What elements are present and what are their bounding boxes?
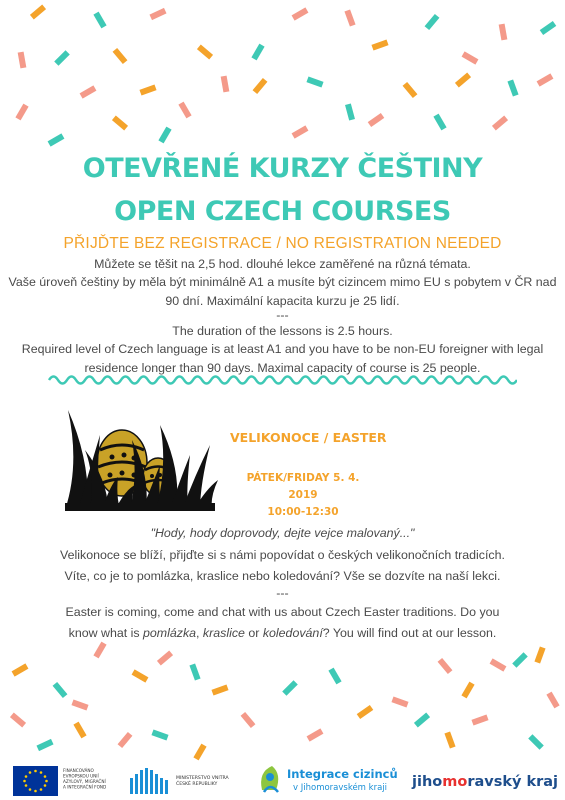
confetti-piece: [10, 713, 26, 728]
eu-fund-line: EVROPSKOU UNIÍ: [63, 773, 99, 779]
eu-fund-line: A INTEGRAČNÍ FOND: [63, 784, 107, 790]
eu-fund-text: [63, 768, 106, 790]
confetti-piece: [178, 102, 191, 119]
confetti-piece: [425, 14, 440, 30]
confetti-piece: [328, 668, 341, 685]
eu-fund-line: FINANCOVÁNO: [63, 768, 94, 773]
event-date: PÁTEK/FRIDAY 5. 4. 2019: [246, 472, 360, 501]
confetti-piece: [93, 642, 106, 659]
term-koledovani: koledování: [262, 626, 323, 640]
svg-text:jihomoravský kraj: [411, 774, 558, 790]
confetti-piece: [292, 125, 309, 138]
confetti-piece: [540, 21, 557, 35]
ministry-logo: [130, 768, 168, 794]
term-pomlazka: pomlázka: [143, 626, 197, 640]
easter-quote: "Hody, hody doprovody, dejte vejce malovaný...": [150, 526, 415, 540]
integrace-logo-icon: [261, 766, 278, 792]
confetti-piece: [158, 127, 171, 144]
easter-czech-line: Velikonoce se blíží, přijďte si s námi popovídat o českých velikonočních tradicích.: [60, 548, 505, 562]
confetti-piece: [403, 82, 418, 98]
kraj-text: jiho: [412, 774, 443, 790]
confetti-piece: [462, 51, 479, 64]
confetti-piece: [251, 44, 264, 61]
intro-english: [0, 322, 565, 377]
term-kraslice: kraslice: [202, 626, 245, 640]
confetti-piece: [292, 7, 309, 20]
confetti-piece: [306, 76, 323, 87]
confetti-piece: [414, 713, 430, 728]
confetti-piece: [54, 50, 70, 66]
confetti-piece: [461, 682, 474, 699]
intro-english-line: Required level of Czech language is at least A1 and you have to be non-EU foreigner with legal: [21, 342, 544, 357]
confetti-piece: [345, 103, 355, 120]
confetti-piece: [507, 79, 518, 96]
integrace-text: [287, 767, 398, 793]
confetti-piece: [211, 684, 228, 695]
confetti-piece: [546, 692, 559, 709]
confetti-piece: [241, 712, 256, 728]
easter-english-line: Easter is coming, come and chat with us about Czech Easter traditions. Do you: [65, 605, 500, 619]
kraj-text-accent: mo: [442, 774, 468, 790]
intro-czech-line: Vaše úroveň češtiny by měla být minimálně A1 a musíte být cizincem mimo EU s pobytem v ČR nad: [8, 275, 557, 290]
no-registration-subtitle: PŘIJĎTE BEZ REGISTRACE / NO REGISTRATION NEEDED: [63, 235, 502, 252]
confetti-piece: [471, 714, 488, 725]
confetti-piece: [512, 652, 528, 668]
confetti-piece: [71, 699, 88, 710]
confetti-piece: [197, 45, 213, 60]
confetti-piece: [151, 729, 168, 740]
text-fragment: ? You will find out at our lesson.: [322, 626, 497, 640]
confetti-piece: [139, 84, 156, 95]
confetti-piece: [357, 705, 374, 719]
integrace-line: v Jihomoravském kraji: [293, 783, 388, 793]
separator: ---: [276, 308, 289, 322]
eu-flag-logo: [13, 766, 58, 796]
text-fragment: know what is: [68, 626, 143, 640]
confetti-piece: [444, 731, 455, 748]
confetti-piece: [391, 696, 408, 707]
ministry-line: ČESKÉ REPUBLIKY: [176, 782, 218, 787]
confetti-piece: [490, 658, 507, 671]
confetti-piece: [48, 133, 65, 146]
event-time: 10:00-12:30: [267, 506, 339, 518]
confetti-piece: [368, 113, 385, 127]
separator: ---: [276, 586, 289, 600]
confetti-piece: [253, 78, 268, 94]
title-english: OPEN CZECH COURSES: [114, 196, 451, 227]
easter-czech-text: [0, 545, 565, 587]
intro-czech-line: Můžete se těšit na 2,5 hod. dlouhé lekce zaměřené na různá témata.: [94, 257, 471, 271]
confetti-piece: [438, 658, 453, 674]
easter-czech-line: Víte, co je to pomlázka, kraslice nebo koledování? Vše se dozvíte na naší lekci.: [64, 569, 501, 583]
intro-czech-line: 90 dní. Maximální kapacita kurzu je 25 lidí.: [165, 293, 400, 308]
eu-fund-line: AZYLOVÝ, MIGRAČNÍ: [63, 779, 106, 784]
confetti-piece: [12, 663, 29, 676]
jihomoravsky-kraj-logo: [411, 774, 558, 790]
confetti-piece: [132, 669, 149, 682]
text-fragment: ,: [196, 626, 203, 640]
easter-eggs-in-grass-illustration: [60, 405, 220, 515]
confetti-piece: [189, 663, 200, 680]
confetti-piece: [282, 680, 298, 696]
easter-english-line: [0, 623, 565, 644]
confetti-piece: [371, 39, 388, 50]
kraj-text: ravský kraj: [467, 774, 559, 790]
confetti-piece: [112, 116, 128, 131]
confetti-piece: [15, 104, 28, 121]
wave-line: [49, 377, 517, 384]
confetti-piece: [221, 76, 230, 93]
confetti-piece: [93, 12, 106, 29]
integrace-line: Integrace cizinců: [287, 767, 398, 781]
intro-english-line: The duration of the lessons is 2.5 hours.: [172, 324, 393, 338]
confetti-piece: [537, 73, 554, 86]
ministry-line: MINISTERSTVO VNITRA: [176, 776, 229, 781]
intro-czech: [0, 255, 565, 310]
confetti-piece: [36, 739, 53, 751]
event-title: VELIKONOCE / EASTER: [230, 430, 387, 445]
confetti-piece: [534, 646, 545, 663]
confetti-piece: [30, 5, 46, 20]
easter-english-text: [0, 602, 565, 644]
confetti-piece: [528, 734, 544, 750]
title-czech: OTEVŘENÉ KURZY ČEŠTINY: [82, 153, 483, 184]
confetti-piece: [53, 682, 68, 698]
confetti-piece: [193, 744, 206, 761]
confetti-piece: [118, 732, 133, 748]
confetti-piece: [113, 48, 128, 64]
confetti-piece: [18, 52, 27, 69]
confetti-piece: [499, 24, 508, 41]
event-date-time: [233, 470, 373, 521]
text-fragment: or: [244, 626, 263, 640]
confetti-piece: [455, 73, 471, 88]
wavy-divider: [47, 372, 517, 388]
confetti-piece: [344, 9, 355, 26]
footer-logos: [0, 760, 565, 800]
confetti-piece: [492, 116, 508, 131]
ministry-text: [176, 775, 230, 787]
intro-english-line: residence longer than 90 days. Maximal capacity of course is 25 people.: [84, 360, 481, 375]
confetti-piece: [307, 728, 324, 741]
confetti-piece: [157, 651, 173, 666]
confetti-piece: [80, 85, 97, 98]
confetti-piece: [433, 114, 446, 131]
confetti-piece: [73, 722, 86, 739]
confetti-piece: [149, 8, 166, 20]
